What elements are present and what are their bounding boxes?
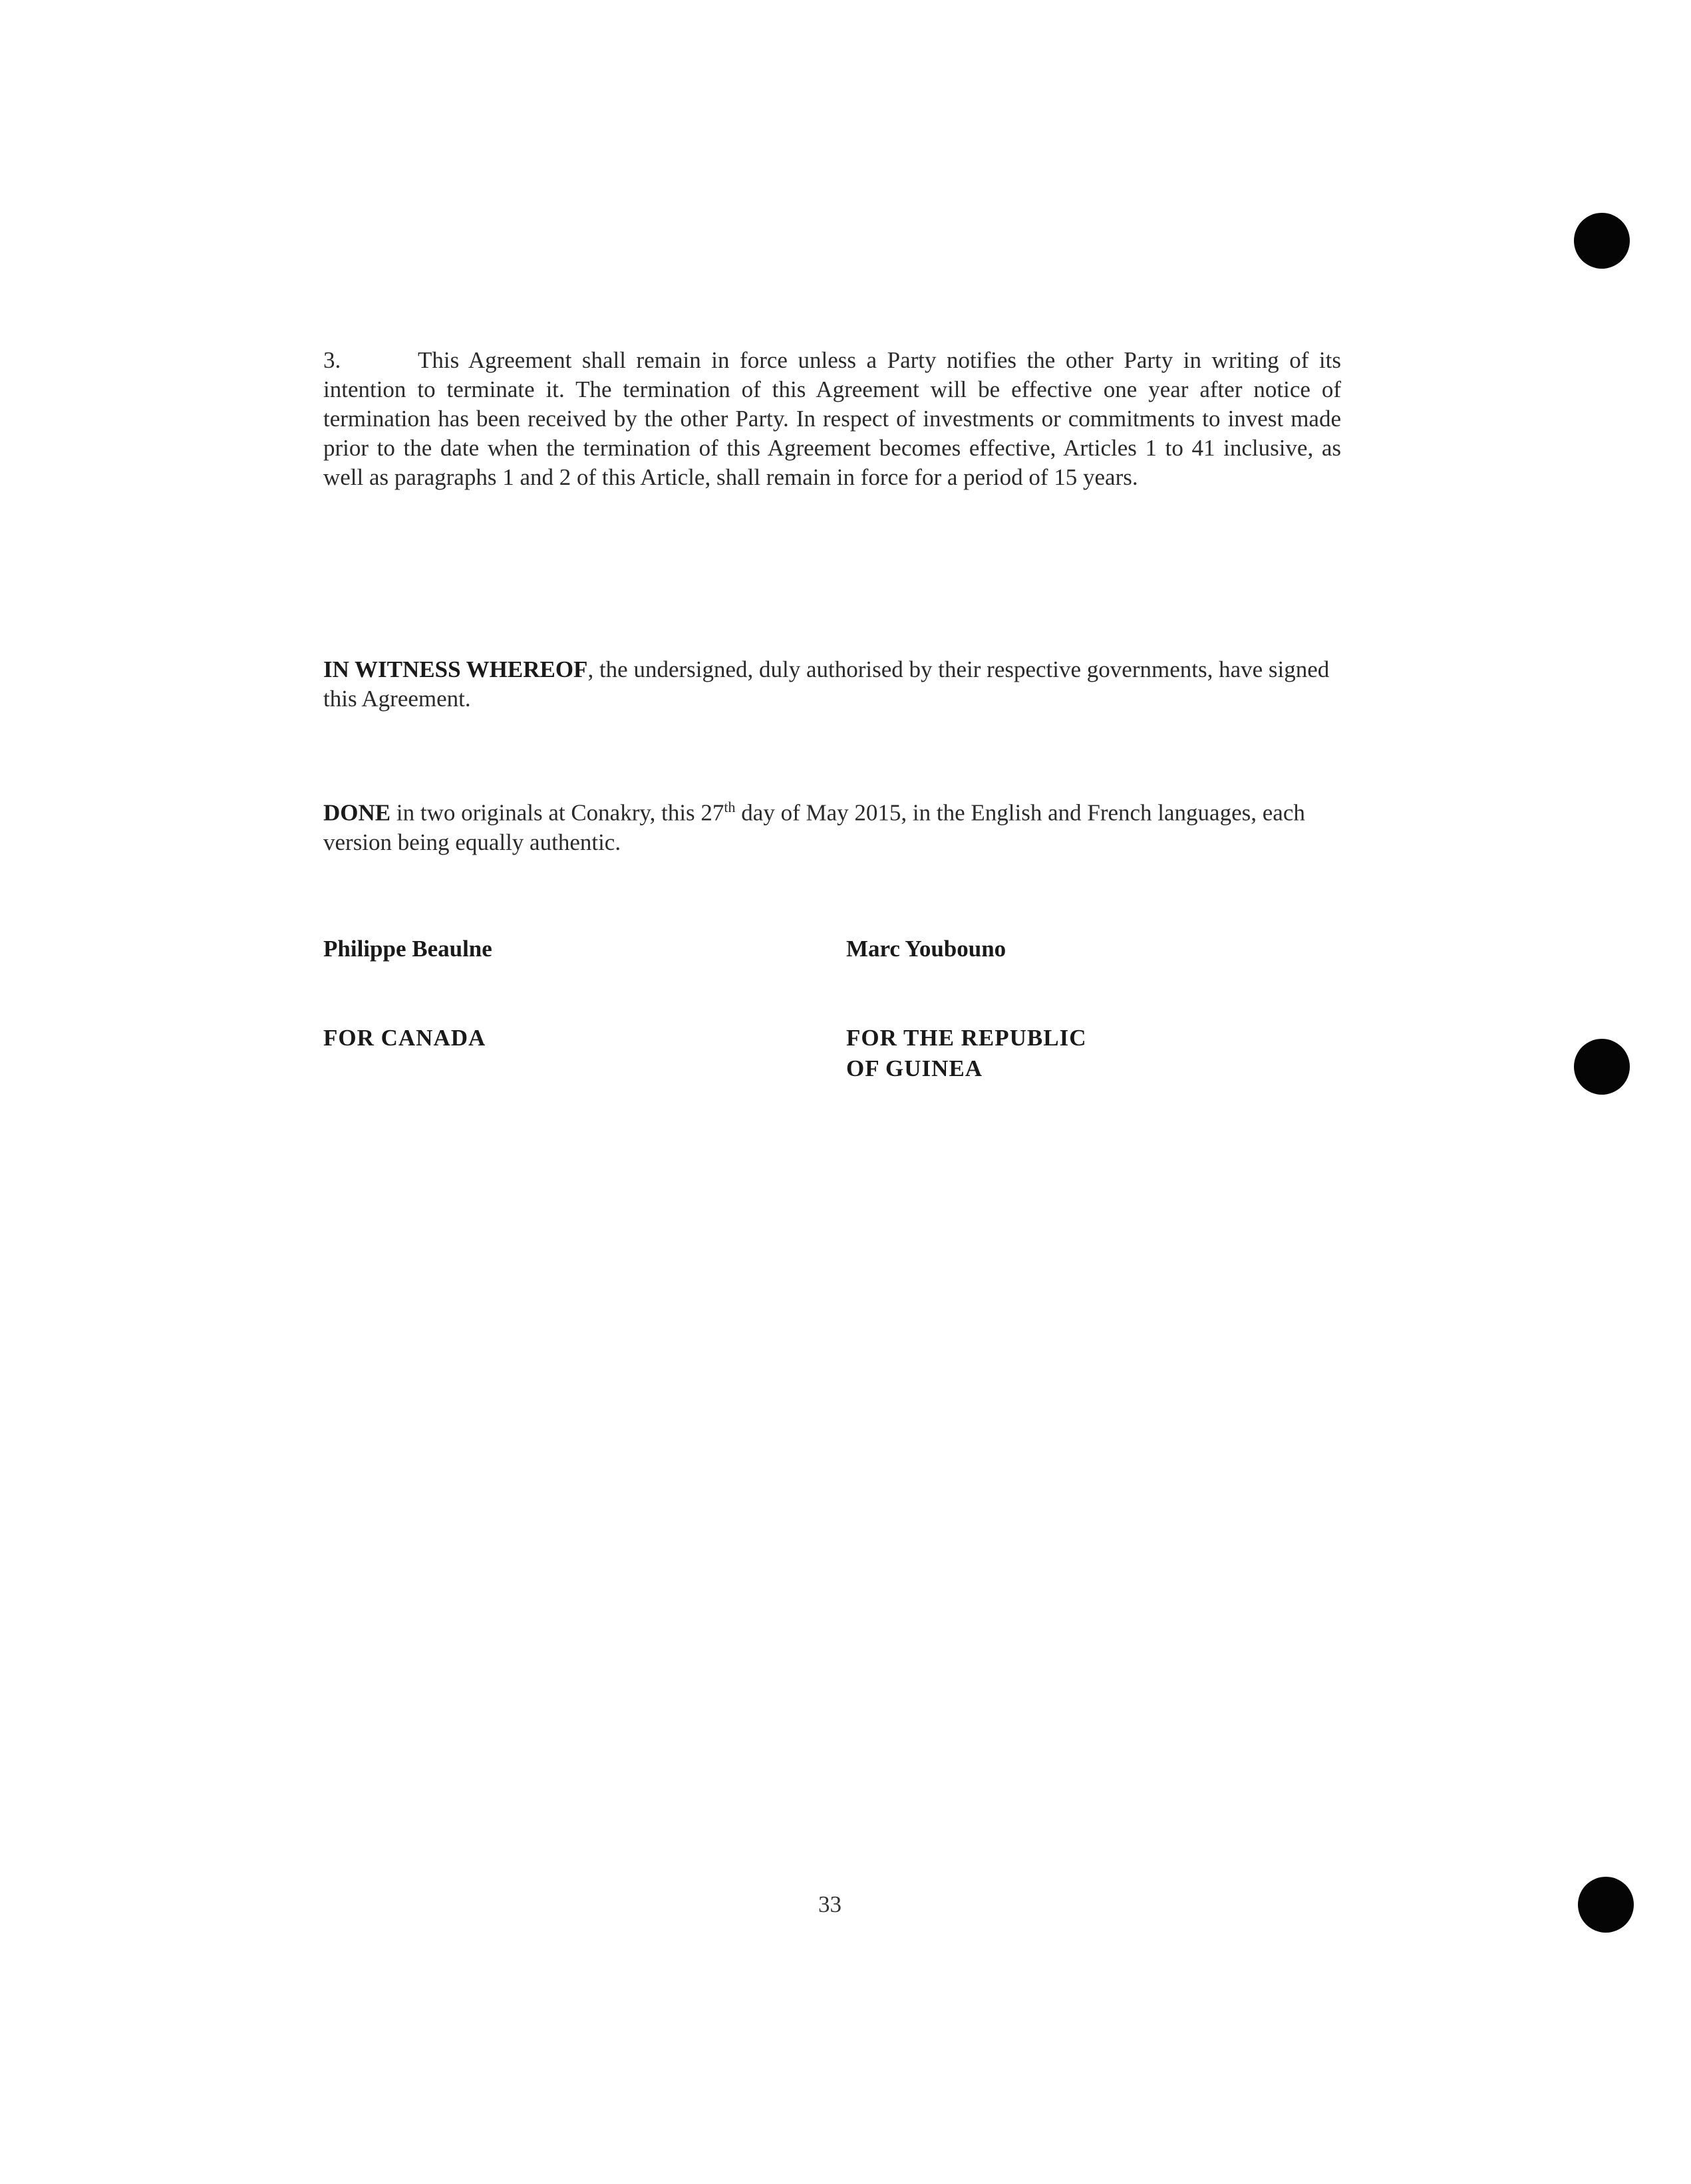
witness-text: , the undersigned, duly authorised by their respective governments, have signed this Agreement. — [323, 656, 1330, 712]
witness-lead: IN WITNESS WHEREOF — [323, 656, 588, 682]
signatory-name-guinea: Marc Youbouno — [846, 936, 1006, 962]
signatory-party-guinea — [846, 1023, 1087, 1084]
witness-paragraph — [323, 655, 1341, 714]
punch-hole — [1574, 213, 1630, 269]
done-text-after-day: day of May 2015, in the English and French languages, each version being equally authentic. — [323, 799, 1305, 855]
paragraph-number: 3. — [323, 347, 341, 373]
punch-hole — [1578, 1877, 1634, 1933]
signatory-name-canada: Philippe Beaulne — [323, 936, 492, 962]
signatory-party-canada: FOR CANADA — [323, 1025, 486, 1051]
day-suffix: th — [724, 799, 736, 815]
done-lead: DONE — [323, 799, 391, 826]
punch-hole — [1574, 1039, 1630, 1095]
page-number: 33 — [818, 1891, 842, 1917]
party-line-1: FOR THE REPUBLIC — [846, 1025, 1087, 1051]
done-text-before-day: in two originals at Conakry, this 27 — [390, 799, 724, 826]
party-line-2: OF GUINEA — [846, 1055, 983, 1081]
paragraph-text: This Agreement shall remain in force unless a Party notifies the other Party in writing of its intention to terminate it. The termination of this Agreement will be effective one year after notice of termination has been received by the other Party. In respect of investments or commitments to invest made prior to the date when the termination of this Agreement becomes effective, Articles 1 to 41 inclusive, as well as paragraphs 1 and 2 of this Article, shall remain in force for a period of 15 years. — [323, 347, 1341, 490]
termination-paragraph — [323, 346, 1341, 492]
done-paragraph — [323, 793, 1341, 857]
